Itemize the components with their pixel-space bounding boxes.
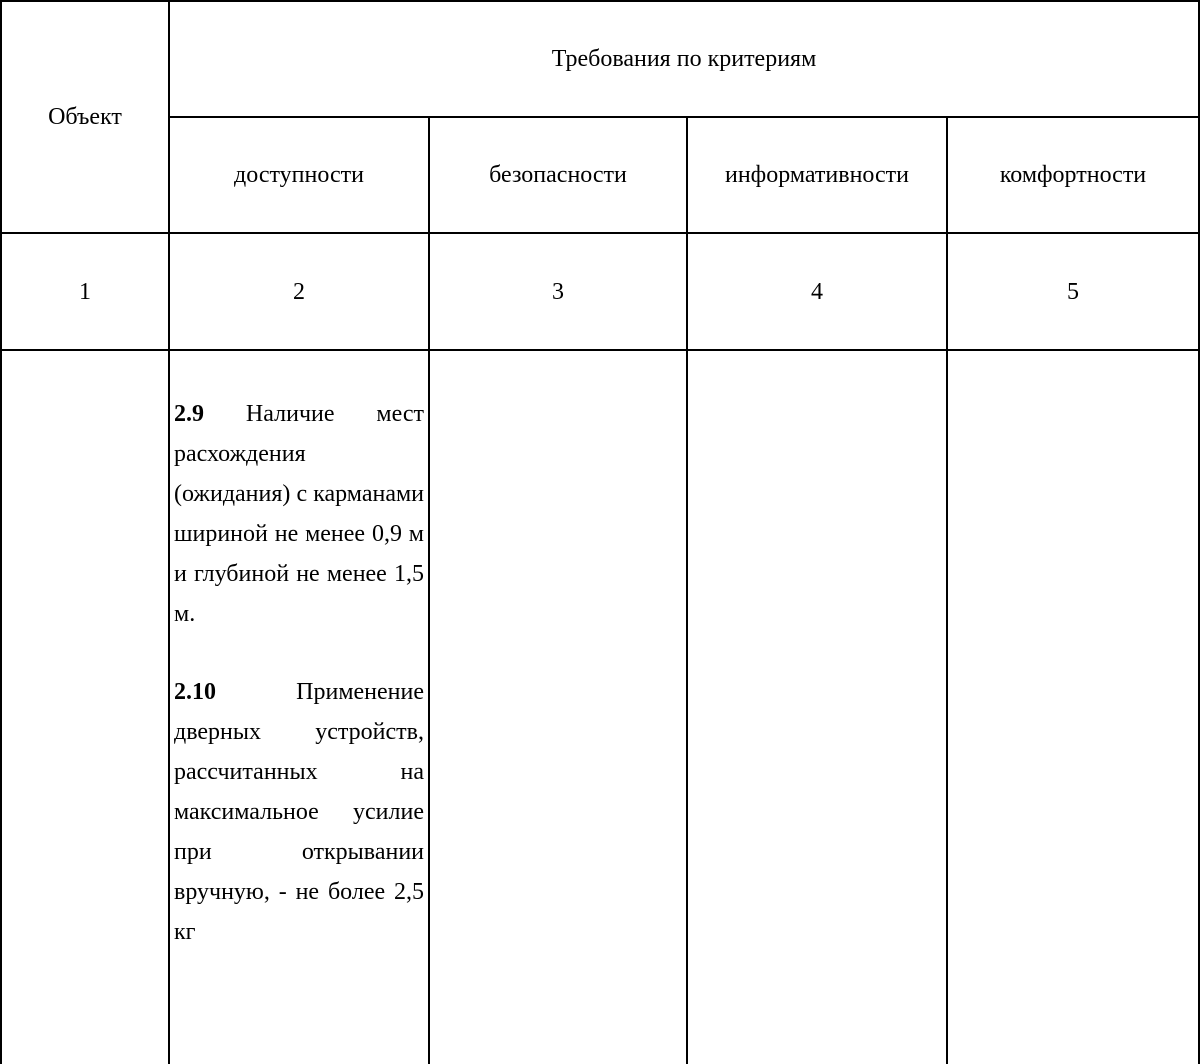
requirement-item [174, 394, 424, 634]
requirement-text: Применение дверных устройств, рассчитанных на максимальное усилие при открывании вручную, - не более 2,5 кг [174, 679, 424, 945]
requirement-number: 2.10 [174, 679, 216, 705]
column-number-2: 2 [293, 278, 305, 305]
header-accessibility: доступности [234, 162, 364, 188]
requirement-text: Наличие мест расхождения (ожидания) с карманами шириной не менее 0,9 м и глубиной не менее 1,5 м. [174, 401, 424, 627]
header-comfort: комфортности [999, 162, 1147, 188]
header-criteria-group: Требования по критериям [551, 46, 817, 72]
requirement-number: 2.9 [174, 401, 204, 427]
column-number-1: 1 [79, 278, 91, 305]
accessibility-requirements [174, 394, 424, 952]
requirement-item [174, 672, 424, 952]
header-safety: безопасности [489, 162, 627, 188]
border-numbers-bottom [0, 349, 1200, 351]
column-number-5: 5 [1067, 278, 1079, 305]
column-number-4: 4 [811, 278, 823, 305]
header-object: Объект [48, 104, 122, 130]
header-informativeness: информативности [724, 162, 910, 188]
column-number-3: 3 [552, 278, 564, 305]
